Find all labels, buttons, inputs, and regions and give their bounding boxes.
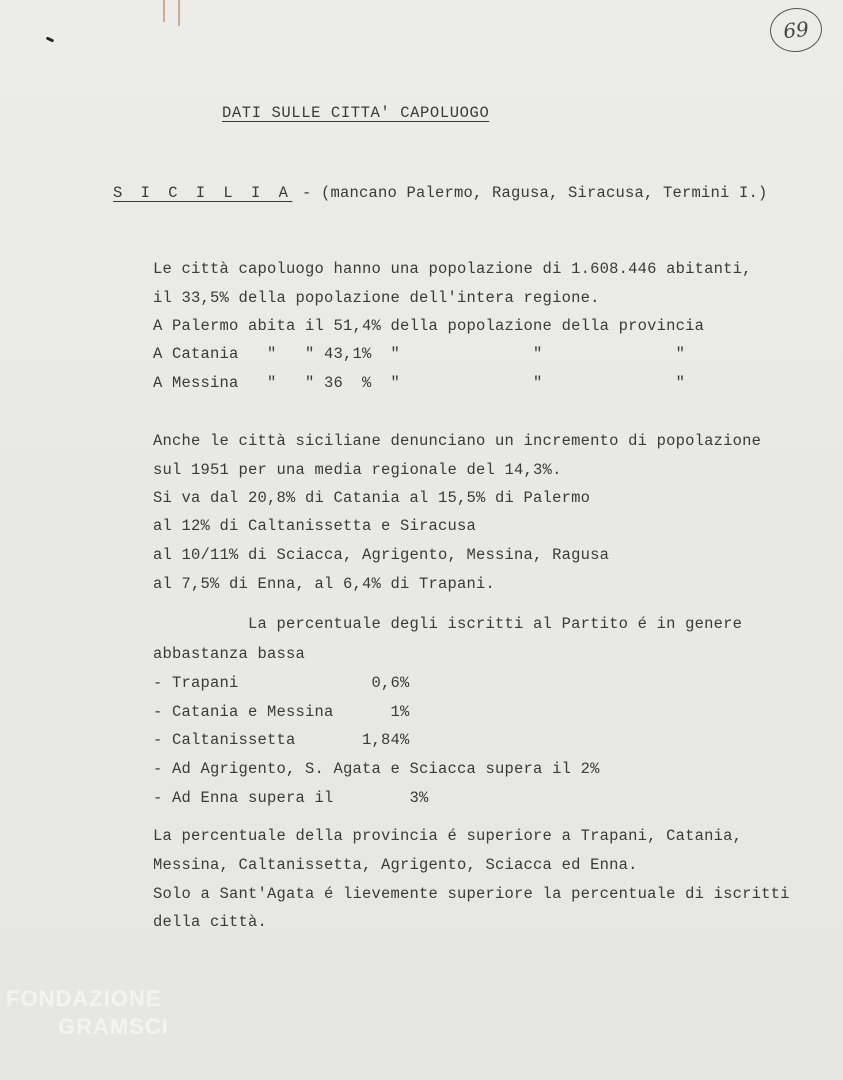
page-number: 69	[768, 5, 824, 54]
text-line: Messina, Caltanissetta, Agrigento, Sciacca ed Enna.	[153, 856, 638, 874]
text-line: Si va dal 20,8% di Catania al 15,5% di Palermo	[153, 489, 591, 507]
text-line: sul 1951 per una media regionale del 14,3%.	[153, 461, 562, 479]
watermark-line: FONDAZIONE	[6, 986, 162, 1011]
list-item: - Ad Enna supera il 3%	[153, 789, 429, 807]
text-line: abbastanza bassa	[153, 645, 306, 663]
list-item: - Catania e Messina 1%	[153, 703, 410, 721]
list-item: - Caltanissetta 1,84%	[153, 731, 410, 749]
region-name: S I C I L I A	[113, 184, 293, 202]
region-line	[113, 183, 768, 203]
watermark-line: GRAMSCI	[58, 1014, 169, 1039]
text-line: A Messina " " 36 % " " "	[153, 374, 686, 392]
text-line: Solo a Sant'Agata é lievemente superiore la percentuale di iscritti	[153, 885, 790, 903]
list-item: - Ad Agrigento, S. Agata e Sciacca supera il 2%	[153, 760, 600, 778]
text-line: La percentuale degli iscritti al Partito é in genere	[153, 615, 743, 633]
text-line: A Palermo abita il 51,4% della popolazione della provincia	[153, 317, 705, 335]
list-item: - Trapani 0,6%	[153, 674, 410, 692]
document-heading: DATI SULLE CITTA' CAPOLUOGO	[222, 104, 490, 122]
ink-speck	[46, 36, 55, 42]
text-line: al 7,5% di Enna, al 6,4% di Trapani.	[153, 575, 496, 593]
text-line: al 12% di Caltanissetta e Siracusa	[153, 517, 477, 535]
staple-mark	[178, 0, 180, 26]
text-line: Anche le città siciliane denunciano un incremento di popolazione	[153, 432, 762, 450]
archive-watermark	[6, 986, 169, 1040]
staple-mark	[163, 0, 165, 22]
region-note: - (mancano Palermo, Ragusa, Siracusa, Termini I.)	[301, 184, 768, 202]
text-line: A Catania " " 43,1% " " "	[153, 345, 686, 363]
text-line: al 10/11% di Sciacca, Agrigento, Messina, Ragusa	[153, 546, 610, 564]
text-line: La percentuale della provincia é superiore a Trapani, Catania,	[153, 827, 743, 845]
text-line: Le città capoluogo hanno una popolazione di 1.608.446 abitanti,	[153, 260, 752, 278]
text-line: il 33,5% della popolazione dell'intera regione.	[153, 289, 600, 307]
text-line: della città.	[153, 913, 268, 931]
